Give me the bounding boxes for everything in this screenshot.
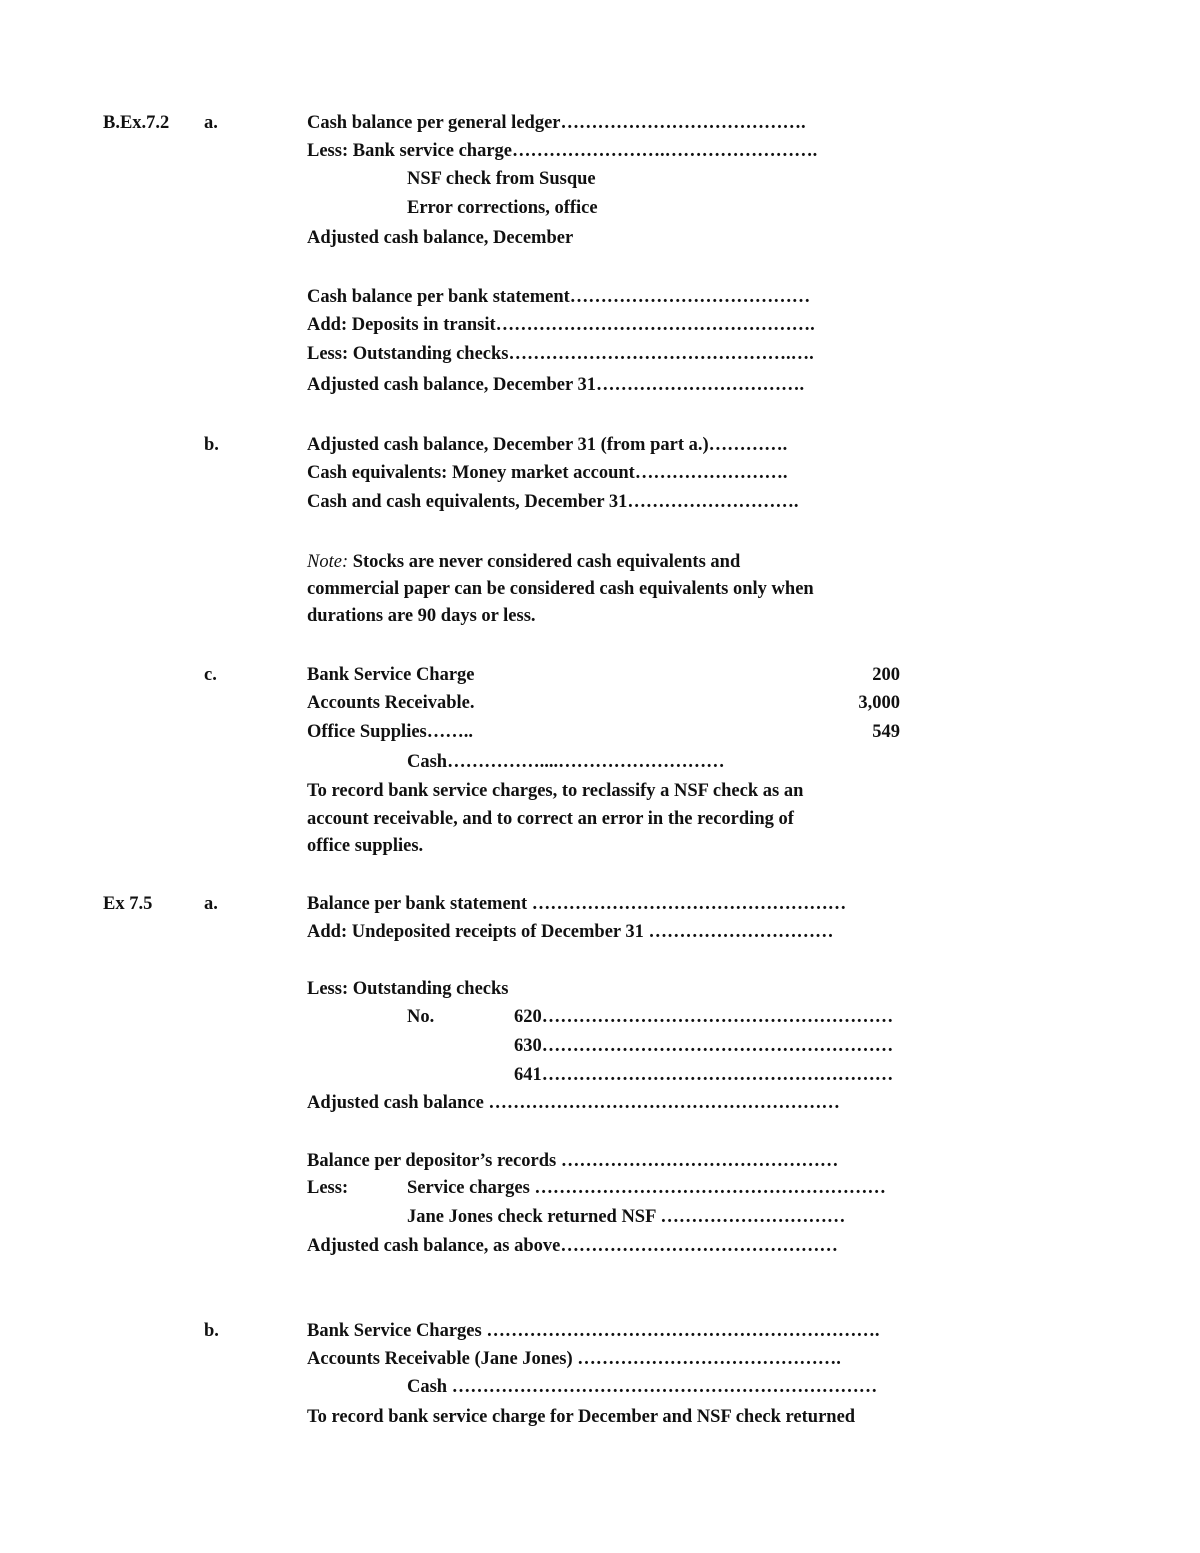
bex72-b-line3: Cash and cash equivalents, December 31………………………. bbox=[307, 492, 799, 512]
journal-amount-accounts-receivable: 3,000 bbox=[858, 693, 900, 713]
ex75-a-line4: Adjusted cash balance ………………………………………………… bbox=[307, 1093, 840, 1113]
note-label: Note: bbox=[307, 552, 349, 572]
ex75-b-line2: Accounts Receivable (Jane Jones) ……………………………………. bbox=[307, 1349, 841, 1369]
journal-account-accounts-receivable: Accounts Receivable. bbox=[307, 693, 475, 713]
ex75-part-a-letter: a. bbox=[204, 894, 218, 914]
note-line2: commercial paper can be considered cash equivalents only when bbox=[307, 579, 814, 599]
bex72-a-line2: Less: Bank service charge…………………….……………………. bbox=[307, 141, 818, 161]
bex72-a-line7: Add: Deposits in transit……………………………………………. bbox=[307, 315, 815, 335]
note-text: Stocks are never considered cash equivalents and bbox=[348, 552, 741, 572]
ex75-a-line1: Balance per bank statement …………………………………………… bbox=[307, 894, 847, 914]
journal-amount-bank-service-charge: 200 bbox=[872, 665, 900, 685]
bex72-a-line4: Error corrections, office bbox=[407, 198, 598, 218]
bex72-a-line3: NSF check from Susque bbox=[407, 169, 596, 189]
ex75-a-line8: Adjusted cash balance, as above……………………………………… bbox=[307, 1236, 838, 1256]
check-630: 630………………………………………………… bbox=[514, 1036, 894, 1056]
note-line1 bbox=[307, 551, 740, 573]
journal-memo-line1: To record bank service charges, to reclassify a NSF check as an bbox=[307, 781, 804, 801]
ex75-b-line4: To record bank service charge for December and NSF check returned bbox=[307, 1407, 856, 1427]
ex75-a-line3: Less: Outstanding checks bbox=[307, 979, 509, 999]
check-641: 641………………………………………………… bbox=[514, 1065, 894, 1085]
journal-account-bank-service-charge: Bank Service Charge bbox=[307, 665, 475, 685]
bex72-a-line1: Cash balance per general ledger…………………………………. bbox=[307, 113, 806, 133]
bex72-a-line9: Adjusted cash balance, December 31……………………………. bbox=[307, 375, 805, 395]
ex75-a-line7: Jane Jones check returned NSF ………………………… bbox=[407, 1207, 846, 1227]
check-620: 620………………………………………………… bbox=[514, 1007, 894, 1027]
bex72-a-line8: Less: Outstanding checks……………………………………….…. bbox=[307, 344, 814, 364]
problem-label-ex75: Ex 7.5 bbox=[103, 894, 153, 914]
problem-label-bex72: B.Ex.7.2 bbox=[103, 113, 170, 133]
journal-memo-line3: office supplies. bbox=[307, 836, 424, 856]
journal-account-cash: Cash……………....……………………… bbox=[407, 752, 725, 772]
note-line3: durations are 90 days or less. bbox=[307, 606, 536, 626]
journal-account-office-supplies: Office Supplies…….. bbox=[307, 722, 473, 742]
ex75-part-b-letter: b. bbox=[204, 1321, 219, 1341]
bex72-b-line1: Adjusted cash balance, December 31 (from part a.)…………. bbox=[307, 435, 788, 455]
ex75-b-line3: Cash …………………………………………………………… bbox=[407, 1377, 878, 1397]
journal-memo-line2: account receivable, and to correct an error in the recording of bbox=[307, 809, 794, 829]
bex72-a-line6: Cash balance per bank statement………………………………… bbox=[307, 287, 811, 307]
ex75-a-line6: Service charges ………………………………………………… bbox=[407, 1178, 886, 1198]
bex72-b-line2: Cash equivalents: Money market account……………………. bbox=[307, 463, 788, 483]
part-c-letter: c. bbox=[204, 665, 217, 685]
ex75-a-line2: Add: Undeposited receipts of December 31 ………………………… bbox=[307, 922, 834, 942]
bex72-a-line5: Adjusted cash balance, December bbox=[307, 228, 574, 248]
part-b-letter: b. bbox=[204, 435, 219, 455]
part-a-letter: a. bbox=[204, 113, 218, 133]
ex75-less-label: Less: bbox=[307, 1178, 349, 1198]
check-no-label: No. bbox=[407, 1007, 435, 1027]
journal-amount-office-supplies: 549 bbox=[872, 722, 900, 742]
ex75-b-line1: Bank Service Charges ………………………………………………………. bbox=[307, 1321, 880, 1341]
ex75-a-line5: Balance per depositor’s records ……………………………………… bbox=[307, 1151, 839, 1171]
